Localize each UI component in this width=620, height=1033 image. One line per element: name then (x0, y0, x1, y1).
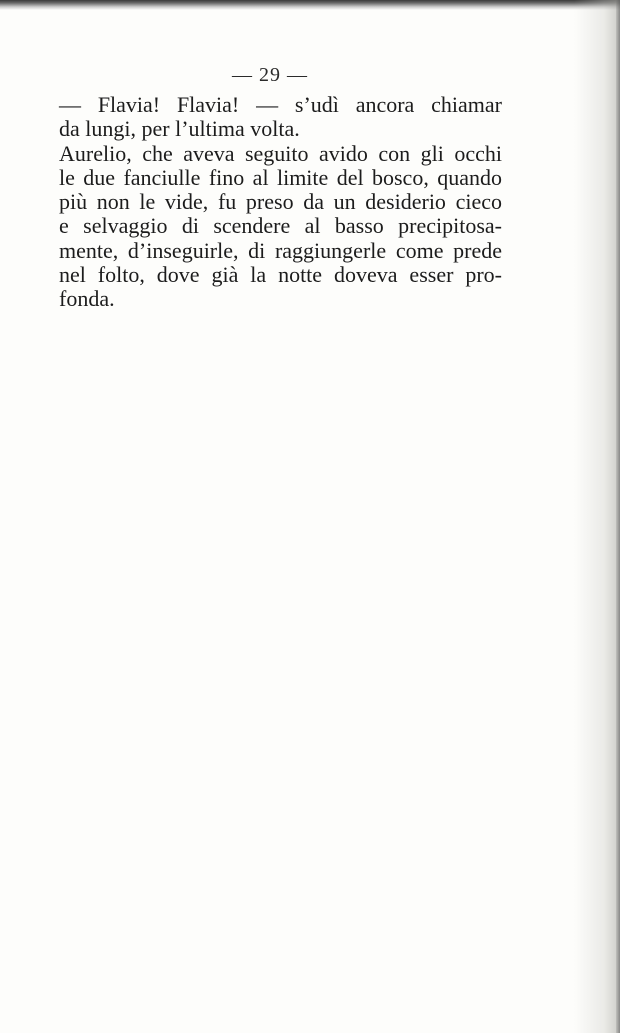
paragraph-2 (59, 142, 502, 312)
text-line: fonda. (59, 286, 115, 312)
text-line: nel folto, dove già la notte doveva esser pro- (59, 262, 502, 288)
text-line: mente, d’inseguirle, di raggiungerle come prede (59, 237, 502, 263)
page-text (59, 93, 502, 312)
text-line: le due fanciulle fino al limite del bosco, quando (59, 164, 502, 190)
text-line: e selvaggio di scendere al basso precipitosa- (59, 213, 502, 239)
text-line: — Flavia! Flavia! — s’udì ancora chiamar (59, 92, 502, 117)
scan-right-shadow (616, 0, 620, 1033)
paragraph-1 (59, 93, 502, 142)
page-number: — 29 — (232, 64, 308, 86)
text-line: Aurelio, che aveva seguito avido con gli occhi (59, 140, 502, 166)
text-line: da lungi, per l’ultima volta. (59, 116, 300, 142)
text-line: più non le vide, fu preso da un desiderio cieco (59, 189, 502, 215)
scan-top-edge (0, 0, 620, 10)
scan-right-edge (574, 0, 620, 1033)
